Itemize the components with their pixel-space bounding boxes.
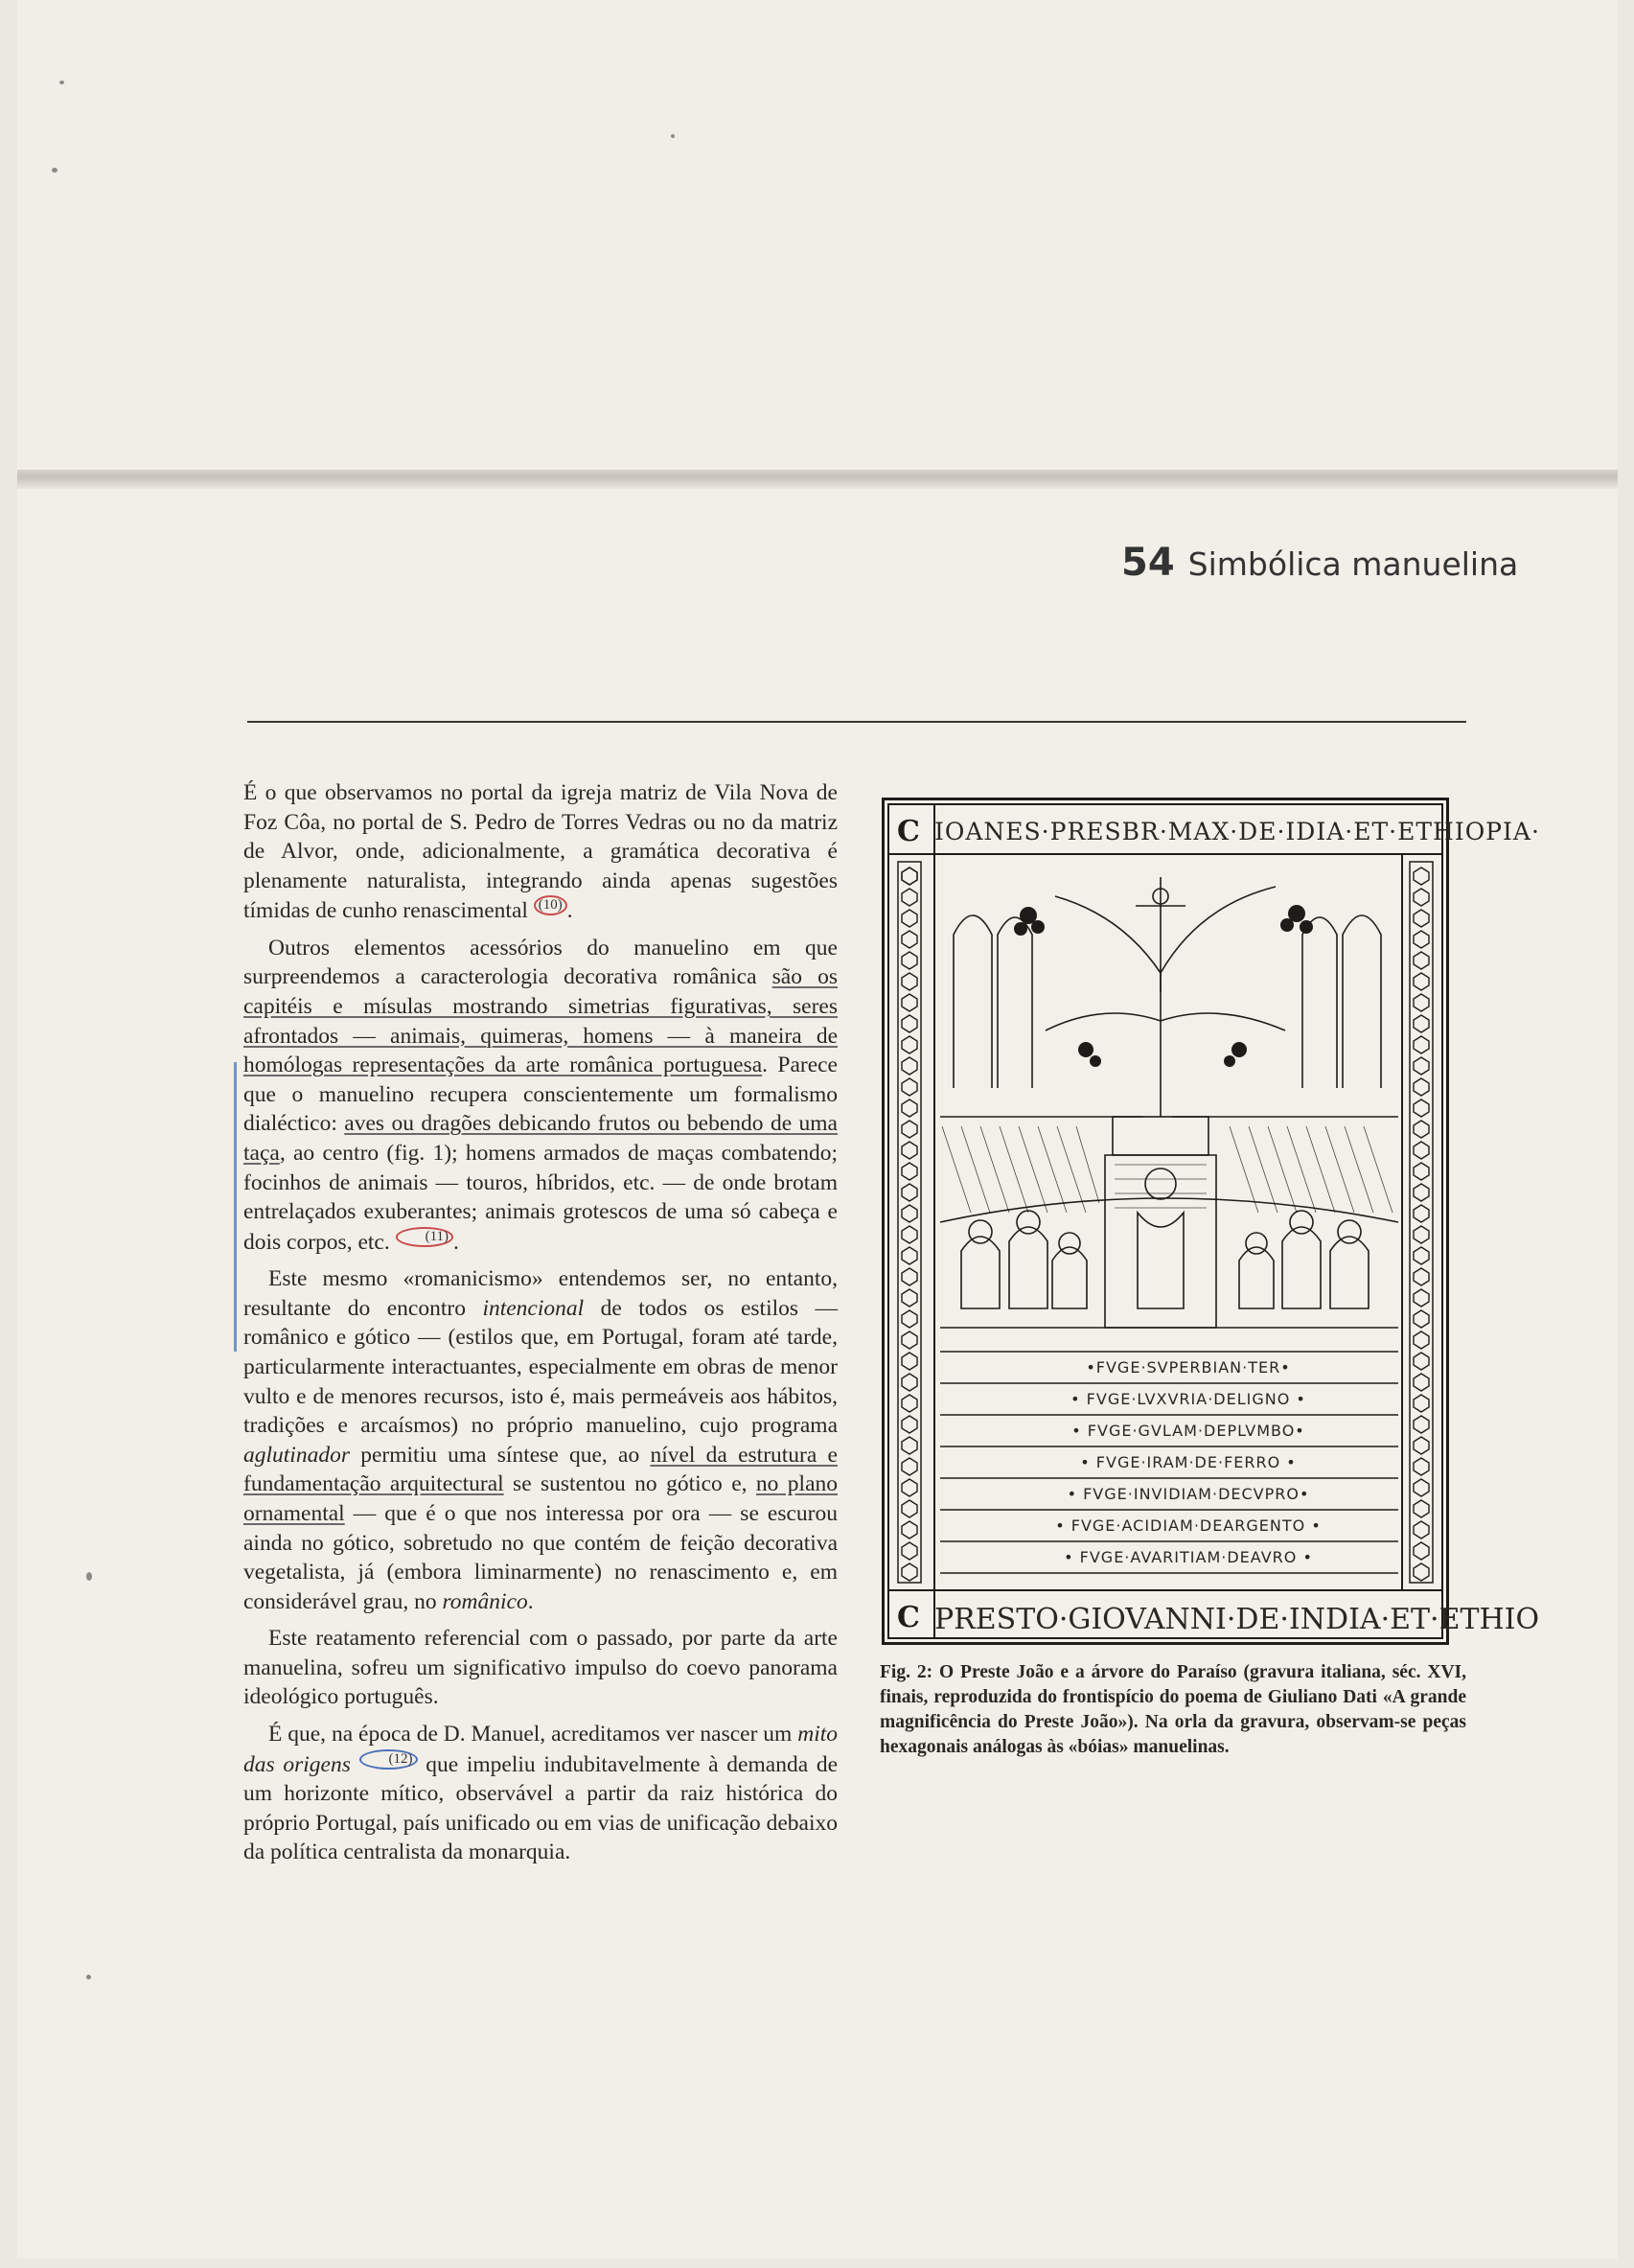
- header-rule: [247, 721, 1466, 723]
- paragraph-5: É que, na época de D. Manuel, acreditamos ver nascer um mito das origens (12) que impeliu indubitavelmente à demanda de um horizonte mítico, observável a partir da raiz histórica do próprio Portugal, país unificado ou em vias de unificação debaixo da política centralista da monarquia.: [243, 1722, 838, 1865]
- paragraph-2: Outros elementos acessórios do manuelino em que surpreendemos a caracterologia decorativa românica são os capitéis e mísulas mostrando simetrias figurativas, seres afrontados — animais, quimeras, homens — à maneira de homólogas representações da arte românica portuguesa. Parece que o manuelino recupera conscientemente um formalismo dialéctico: aves ou dragões debicando frutos ou bebendo de uma taça, ao centro (fig. 1); homens armados de maças combatendo; focinhos de animais — touros, híbridos, etc. — de onde brotam entrelaçados exuberantes; animais grotescos de uma só cabeça e dois corpos, etc. (11) .: [243, 935, 838, 1255]
- hexagon-border-piece: [902, 1563, 917, 1581]
- hexagon-border-piece: [902, 952, 917, 969]
- hexagon-border-piece: [902, 1416, 917, 1433]
- body-column: [243, 778, 838, 1875]
- hexagon-border-piece: [902, 1310, 917, 1328]
- hexagon-border-piece: [902, 1036, 917, 1053]
- hexagon-border-piece: [902, 1458, 917, 1475]
- hexagon-border-piece: [1414, 952, 1429, 969]
- running-title: Simbólica manuelina: [1187, 545, 1519, 583]
- hexagon-border-piece: [902, 1142, 917, 1159]
- margin-highlight-mark: [234, 1062, 237, 1352]
- underlined-passage: aves ou dragões debicando frutos ou bebendo de uma taça: [243, 1111, 838, 1166]
- hexagon-border-piece: [902, 1247, 917, 1264]
- hexagon-border-piece: [902, 889, 917, 906]
- hexagon-border-piece: [1414, 1289, 1429, 1307]
- hexagon-border-piece: [902, 1099, 917, 1117]
- page-number: 54: [1121, 541, 1175, 585]
- page-fold: [17, 470, 1618, 489]
- motto-line: • FVGE·LVXVRIA·DELIGNO •: [1070, 1390, 1306, 1408]
- paragraph-4: Este reatamento referencial com o passado, por parte da arte manuelina, sofreu um significativo impulso do coevo panorama ideológico português.: [243, 1626, 838, 1710]
- hexagon-border-piece: [1414, 1205, 1429, 1222]
- hexagon-border-piece: [902, 1437, 917, 1454]
- footnote-ref-10: (10): [534, 895, 567, 915]
- speck: [59, 81, 64, 84]
- speck: [52, 168, 58, 173]
- footnote-ref-11: (11): [396, 1227, 453, 1247]
- hexagon-border-piece: [1414, 1331, 1429, 1349]
- hexagon-border-piece: [902, 1268, 917, 1285]
- hexagon-border-piece: [1414, 910, 1429, 927]
- hexagon-border-piece: [1414, 1099, 1429, 1117]
- footnote-ref-12: (12): [359, 1749, 418, 1770]
- hexagon-border-piece: [902, 1374, 917, 1391]
- hexagon-border-piece: [1414, 1163, 1429, 1180]
- hexagon-border-piece: [1414, 1121, 1429, 1138]
- hexagon-border-piece: [1414, 1036, 1429, 1053]
- hexagon-border-piece: [902, 1226, 917, 1243]
- hexagon-border-piece: [902, 1205, 917, 1222]
- hexagon-border-piece: [1414, 1015, 1429, 1032]
- hexagon-border-piece: [902, 1163, 917, 1180]
- svg-text:C: C: [897, 815, 920, 848]
- engraving-mottos: [940, 1352, 1437, 1573]
- engraving-top-inscription: IOANES·PRESBR·MAX·DE·IDIA·ET·ETHIOPIA·: [934, 818, 1540, 845]
- hexagon-border-piece: [902, 973, 917, 990]
- hexagon-border-piece: [902, 1121, 917, 1138]
- engraving-bottom-inscription: PRESTO·GIOVANNI·DE·INDIA·ET·ETHIO: [934, 1603, 1540, 1636]
- hexagon-border-piece: [902, 1500, 917, 1517]
- hexagon-border-piece: [1414, 1226, 1429, 1243]
- motto-line: • FVGE·IRAM·DE·FERRO •: [1080, 1453, 1297, 1471]
- hexagon-border-piece: [1414, 1184, 1429, 1201]
- motto-line: • FVGE·AVARITIAM·DEAVRO •: [1064, 1548, 1313, 1566]
- hexagon-border-piece: [902, 868, 917, 885]
- speck: [671, 134, 675, 138]
- paragraph-3: Este mesmo «romanicismo» entendemos ser, no entanto, resultante do encontro intencional de todos os estilos — românico e gótico — (estilos que, em Portugal, foram até tarde, particularmente interactuantes, especialmente em obras de menor vulto e de menores recursos, isto é, mais permeáveis aos hábitos, tradições e arcaísmos) no próprio manuelino, cujo programa aglutinador permitiu uma síntese que, ao nível da estrutura e fundamentação arquitectural se sustentou no gótico e, no plano ornamental — que é o que nos interessa por ora — se escurou ainda no gótico, sobretudo no que contém de feição decorativa vegetalista, já (embora liminarmente) no renascimento e, em considerável grau, no românico.: [243, 1266, 839, 1614]
- hexagon-border-piece: [902, 1542, 917, 1560]
- hexagon-border-piece: [1414, 889, 1429, 906]
- speck: [86, 1975, 91, 1979]
- hexagon-border-piece: [1414, 868, 1429, 885]
- hexagon-border-piece: [902, 1289, 917, 1307]
- hexagon-border-piece: [902, 994, 917, 1011]
- hexagon-border-piece: [1414, 1268, 1429, 1285]
- motto-line: • FVGE·ACIDIAM·DEARGENTO •: [1055, 1516, 1322, 1535]
- hexagon-border-piece: [902, 1015, 917, 1032]
- hexagon-border-piece: [902, 1057, 917, 1075]
- hexagon-border-piece: [1414, 1078, 1429, 1096]
- running-header: [1121, 541, 1518, 585]
- hexagon-border-piece: [902, 1353, 917, 1370]
- hexagon-border-piece: [902, 1479, 917, 1496]
- underlined-passage: nível da estrutura e fundamentação arquitectural: [243, 1442, 838, 1497]
- hexagon-border-piece: [902, 1395, 917, 1412]
- speck: [86, 1572, 92, 1581]
- hexagon-border-piece: [902, 1184, 917, 1201]
- svg-text:C: C: [897, 1601, 920, 1634]
- hexagon-border-piece: [1414, 931, 1429, 948]
- underlined-passage: no plano ornamental: [243, 1471, 839, 1526]
- motto-line: • FVGE·INVIDIAM·DECVPRO•: [1067, 1485, 1310, 1503]
- hexagon-border-piece: [902, 910, 917, 927]
- underlined-passage: são os capitéis e mísulas mostrando simetrias figurativas, seres afrontados — animais, quimeras, homens — à maneira de homólogas representações da arte românica portuguesa: [243, 964, 838, 1078]
- hexagon-border-piece: [902, 1078, 917, 1096]
- hexagon-border-piece: [902, 931, 917, 948]
- hexagon-border-piece: [1414, 1057, 1429, 1075]
- paragraph-1: É o que observamos no portal da igreja matriz de Vila Nova de Foz Côa, no portal de S. Pedro de Torres Vedras ou no da matriz de Alvor, onde, adicionalmente, a gramática decorativa é plenamente naturalista, integrando ainda apenas sugestões tímidas de cunho renascimental (10) .: [243, 780, 838, 924]
- engraving-figure: [882, 798, 1540, 1645]
- hexagon-border-piece: [1414, 1247, 1429, 1264]
- figure-caption: Fig. 2: O Preste João e a árvore do Paraíso (gravura italiana, séc. XVI, finais, reproduzida do frontispício do poema de Giuliano Dati «A grande magnificência do Preste João»). Na orla da gravura, observam-se peças hexagonais análogas às «bóias» manuelinas.: [880, 1662, 1466, 1757]
- hexagon-border-piece: [1414, 994, 1429, 1011]
- hexagon-border-piece: [1414, 1142, 1429, 1159]
- motto-line: • FVGE·GVLAM·DEPLVMBO•: [1071, 1422, 1305, 1440]
- motto-line: •FVGE·SVPERBIAN·TER•: [1086, 1358, 1291, 1377]
- hexagon-border-piece: [1414, 973, 1429, 990]
- hexagon-border-piece: [1414, 1310, 1429, 1328]
- hexagon-border-piece: [902, 1521, 917, 1539]
- hexagon-border-piece: [902, 1331, 917, 1349]
